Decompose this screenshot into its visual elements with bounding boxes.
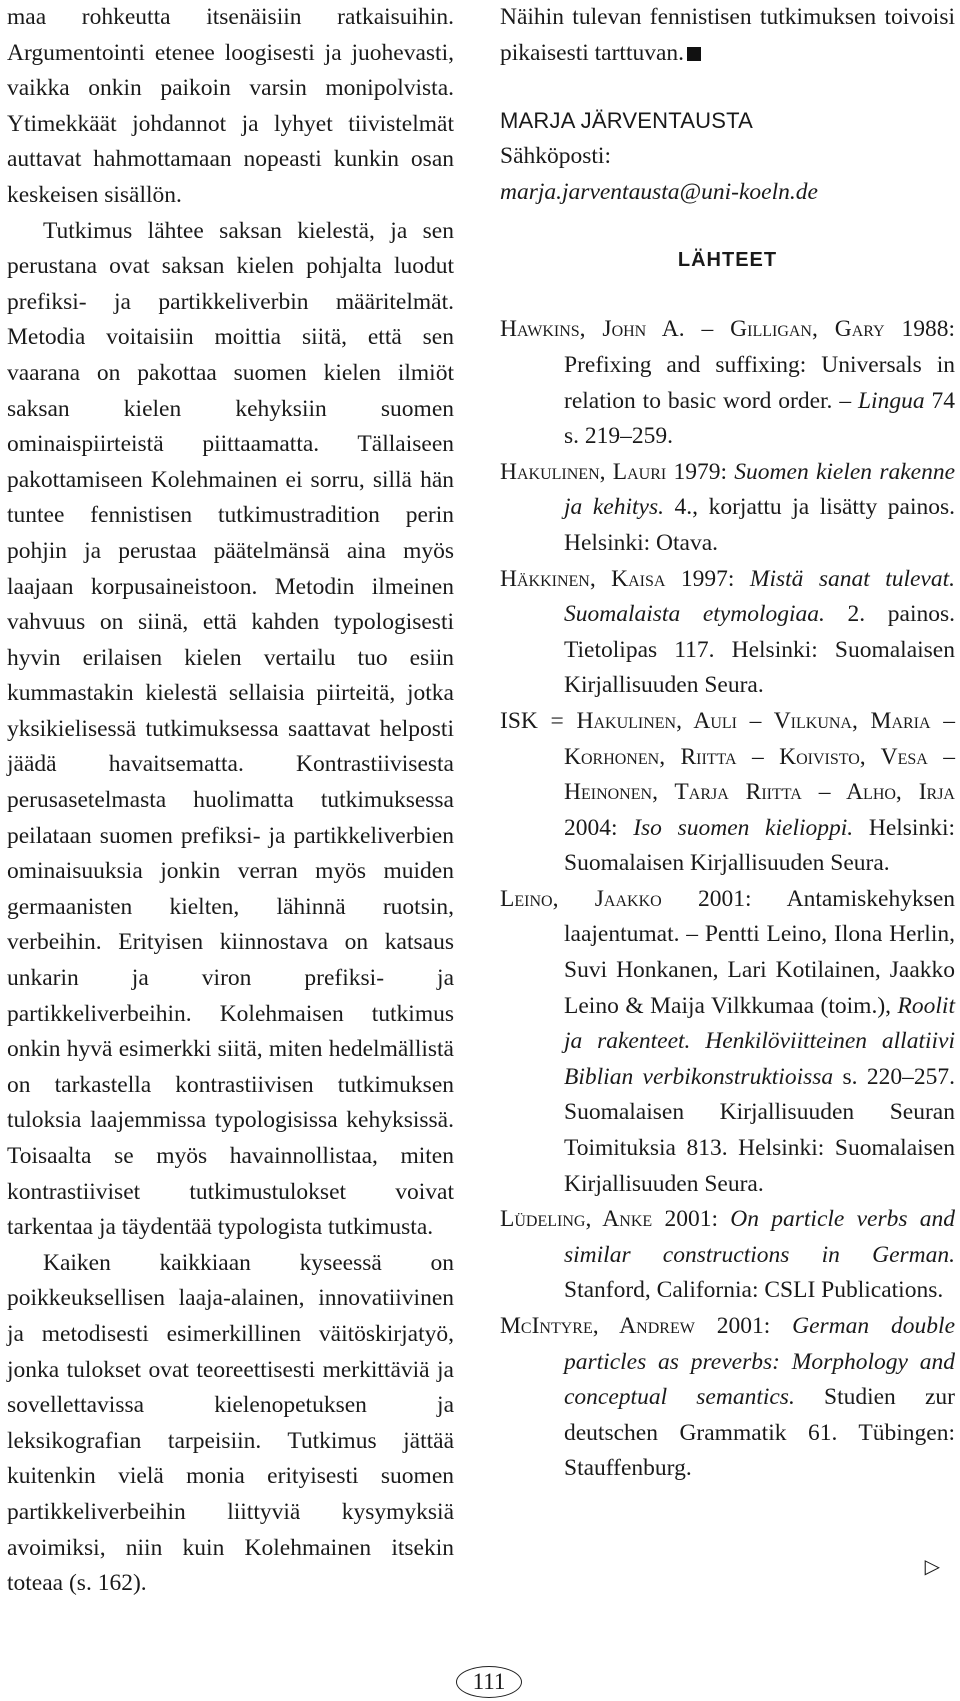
reference-year: 2001:: [716, 1313, 771, 1339]
closing-paragraph: [500, 0, 955, 71]
reference-title: Iso suomen kielioppi.: [633, 814, 854, 841]
email-label: Sähköposti:: [500, 143, 611, 170]
reference-year: 2001:: [698, 885, 752, 912]
reference-title: Suomen kielen rakenne ja kehitys.: [564, 458, 956, 521]
reference-title: Roolit ja rakenteet. Henkilöviitteinen allatiivi Biblian verbikonstruktioissa: [564, 992, 955, 1090]
continue-arrow-icon: ▷: [924, 1554, 940, 1578]
page-number: 111: [456, 1666, 522, 1698]
reference-year: 2004:: [564, 814, 618, 841]
reference-list: [500, 312, 955, 1487]
left-column: [7, 0, 454, 1602]
reference-title: Lingua: [857, 387, 925, 414]
reference-entry: [500, 455, 955, 562]
author-name: MARJA JÄRVENTAUSTA: [500, 108, 753, 134]
body-paragraph-1: maa rohkeutta itsenäisiin ratkaisuihin. Argumentointi etenee loogisesti ja juohevasti, vaikka onkin paikoin varsin monipolvista. Ytimekkäät johdannot ja lyhyet tiivistelmät auttavat hahmottamaan nopeasti kunkin osan keskeisen sisällön.: [7, 4, 454, 208]
right-column: [500, 0, 955, 1487]
reference-authors: Leino, Jaakko: [500, 885, 662, 912]
reference-title: On particle verbs and similar constructions in German.: [564, 1206, 956, 1268]
reference-authors: McIntyre, Andrew: [500, 1313, 695, 1339]
closing-text: Näihin tulevan fennistisen tutkimuksen toivoisi pikaisesti tarttuvan.: [500, 4, 955, 66]
reference-authors: Lüdeling, Anke: [500, 1206, 653, 1233]
reference-entry: [500, 704, 955, 882]
body-paragraph-3: Kaiken kaikkiaan kyseessä on poikkeuksellisen laaja-alainen, innovatiivinen ja metodisesti esimerkillinen väitöskirjatyö, jonka tulokset ovat teoreettisesti merkittäviä ja sovellettavissa kielenopetuksen ja leksikografian tarpeisiin. Tutkimus jättää kuitenkin vielä monia erityisesti suomen partikkeliverbeihin liittyviä kysymyksiä avoimiksi, niin kuin Kolehmainen itsekin toteaa (s. 162).: [7, 1249, 454, 1597]
reference-authors: Hawkins, John A. – Gilligan, Gary: [500, 316, 885, 343]
reference-publication: Stanford, California: CSLI Publications.: [564, 1277, 944, 1304]
reference-entry: [500, 562, 955, 704]
reference-publication: Helsinki: Suomalaisen Kirjallisuuden Seura.: [564, 814, 956, 877]
reference-publication: Studien zur deutschen Grammatik 61. Tübingen: Stauffenburg.: [564, 1384, 955, 1482]
reference-publication: s. 220–257. Suomalaisen Kirjallisuuden Seuran Toimituksia 813. Helsinki: Suomalaisen Kirjallisuuden Seura.: [564, 1063, 955, 1197]
reference-entry: [500, 1309, 955, 1487]
references-heading: LÄHTEET: [677, 249, 778, 272]
reference-detail: Prefixing and suffixing: Universals in relation to basic word order. –: [564, 351, 955, 414]
reference-authors: Häkkinen, Kaisa: [500, 565, 666, 592]
reference-publication: 2. painos. Tietolipas 117. Helsinki: Suomalaisen Kirjallisuuden Seura.: [564, 601, 956, 699]
reference-title: Mistä sanat tulevat. Suomalaista etymologiaa.: [564, 565, 956, 628]
reference-publication: 74 s. 219–259.: [564, 387, 955, 450]
end-of-article-square-icon: [687, 47, 701, 61]
reference-authors: Hakulinen, Lauri: [500, 458, 667, 485]
reference-detail: Antamiskehyksen laajentumat. – Pentti Leino, Ilona Herlin, Suvi Honkanen, Lari Kotilainen, Jaakko Leino & Maija Vilkkumaa (toim.),: [564, 885, 956, 1019]
reference-year: 1997:: [680, 565, 735, 592]
reference-year: 2001:: [664, 1206, 718, 1233]
reference-entry: [500, 312, 955, 454]
reference-authors: ISK = Hakulinen, Auli – Vilkuna, Maria – Korhonen, Riitta – Koivisto, Vesa – Heinonen, Tarja Riitta – Alho, Irja: [500, 707, 955, 806]
reference-year: 1988:: [901, 316, 956, 343]
reference-publication: 4., korjattu ja lisätty painos. Helsinki: Otava.: [564, 494, 955, 556]
reference-title: German double particles as preverbs: Morphology and conceptual semantics.: [564, 1313, 956, 1411]
reference-entry: [500, 882, 955, 1202]
reference-year: 1979:: [673, 458, 728, 485]
reference-entry: [500, 1202, 955, 1309]
author-email[interactable]: marja.jarventausta@uni-koeln.de: [500, 178, 818, 205]
body-paragraph-2: Tutkimus lähtee saksan kielestä, ja sen perustana ovat saksan kielen pohjalta luodut prefiksi- ja partikkeliverbin määritelmät. Metodia voitaisiin moittia siitä, että sen vaarana on pakottaa suomen kielen ilmiöt saksan kielen kehyksiin suomen ominaispiirteistä piittaamatta. Tällaiseen pakottamiseen Kolehmainen ei sorru, sillä hän tuntee fennistisen tutkimustradition perin pohjin ja perustaa päätelmänsä aina myös laajaan korpusaineistoon. Metodin ilmeinen vahvuus on siinä, että kahden typologisesti hyvin erilaisen kielen vertailu tuo esiin kummastakin kielestä sellaisia piirteitä, jotka yksikielisessä tutkimuksessa saattavat helposti jäädä havaitsematta. Kontrastiivisesta perusasetelmasta huolimatta tutkimuksessa peilataan suomen prefiksi- ja partikkeliverbien ominaisuuksia jonkin verran myös muiden germaanisten kielten, lähinnä ruotsin, verbeihin. Erityisen kiinnostava on katsaus unkarin ja viron prefiksi- ja partikkeliverbeihin. Kolehmaisen tutkimus onkin hyvä esimerkki siitä, miten hedelmällistä on tarkastella kontrastiivisen tutkimuksen tuloksia laajemmissa typologisissa kehyksissä. Toisaalta se myös havainnollistaa, miten kontrastiiviset tutkimustulokset voivat tarkentaa ja täydentää typologista tutkimusta.: [7, 217, 454, 1241]
